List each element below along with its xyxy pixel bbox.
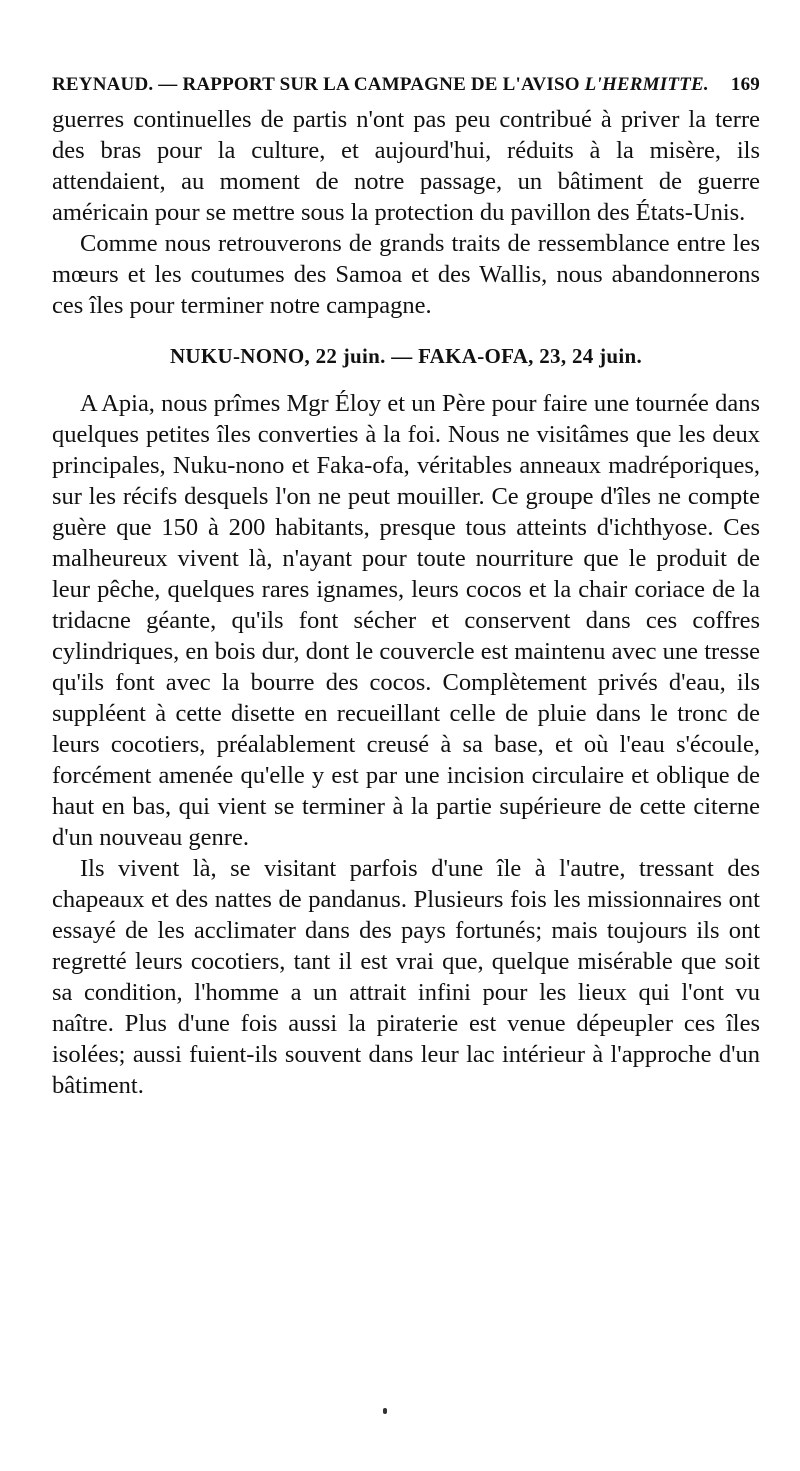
paragraph-samoa-wallis: Comme nous retrouverons de grands traits de ressemblance entre les mœurs et les coutumes des Samoa et des Wallis, nous abandonnerons ces îles pour terminer notre campagne.	[52, 230, 760, 319]
running-head	[52, 74, 760, 96]
page-number: 169	[730, 74, 760, 95]
paragraph-apia: A Apia, nous prîmes Mgr Éloy et un Père pour faire une tournée dans quelques petites îles converties à la foi. Nous ne visitâmes que les deux principales, Nuku-nono et Faka-ofa, véritables anneaux madréporiques, sur les récifs desquels l'on ne peut mouiller. Ce groupe d'îles ne compte guère que 150 à 200 habitants, presque tous atteints d'ichthyose. Ces malheureux vivent là, n'ayant pour toute nourriture que le produit de leur pêche, quelques rares ignames, leurs cocos et la chair coriace de la tridacne géante, qu'ils font sécher et conservent dans ces coffres cylindriques, en bois dur, dont le couvercle est maintenu avec une tresse qu'ils font avec la bourre des cocos. Complètement privés d'eau, ils suppléent à cette disette en recueillant celle de pluie dans le tronc de leurs cocotiers, préalablement creusé à sa base, et où l'eau s'écoule, forcément amenée qu'elle y est par une incision circulaire et oblique de haut en bas, qui vient se terminer à la partie supérieure de cette citerne d'un nouveau genre.	[52, 390, 760, 851]
running-head-title	[52, 74, 709, 96]
body-text	[52, 104, 760, 1101]
running-head-author-title: REYNAUD. — RAPPORT SUR LA CAMPAGNE DE L'AVISO	[52, 74, 585, 95]
print-mark	[383, 1408, 387, 1414]
running-head-ship-name: L'HERMITTE.	[584, 74, 709, 95]
paragraph-continuation: guerres continuelles de partis n'ont pas peu contribué à priver la terre des bras pour la culture, et aujourd'hui, réduits à la misère, ils attendaient, au moment de notre passage, un bâtiment de guerre américain pour se mettre sous la protection du pavillon des États-Unis.	[52, 106, 760, 226]
paragraph-island-life: Ils vivent là, se visitant parfois d'une île à l'autre, tressant des chapeaux et des nattes de pandanus. Plusieurs fois les missionnaires ont essayé de les acclimater dans des pays fortunés; mais toujours ils ont regretté leurs cocotiers, tant il est vrai que, quelque misérable que soit sa condition, l'homme a un attrait infini pour les lieux qui l'ont vu naître. Plus d'une fois aussi la piraterie est venue dépeupler ces îles isolées; aussi fuient-ils souvent dans leur lac intérieur à l'approche d'un bâtiment.	[52, 855, 760, 1099]
section-heading: NUKU-NONO, 22 juin. — FAKA-OFA, 23, 24 juin.	[169, 344, 643, 368]
